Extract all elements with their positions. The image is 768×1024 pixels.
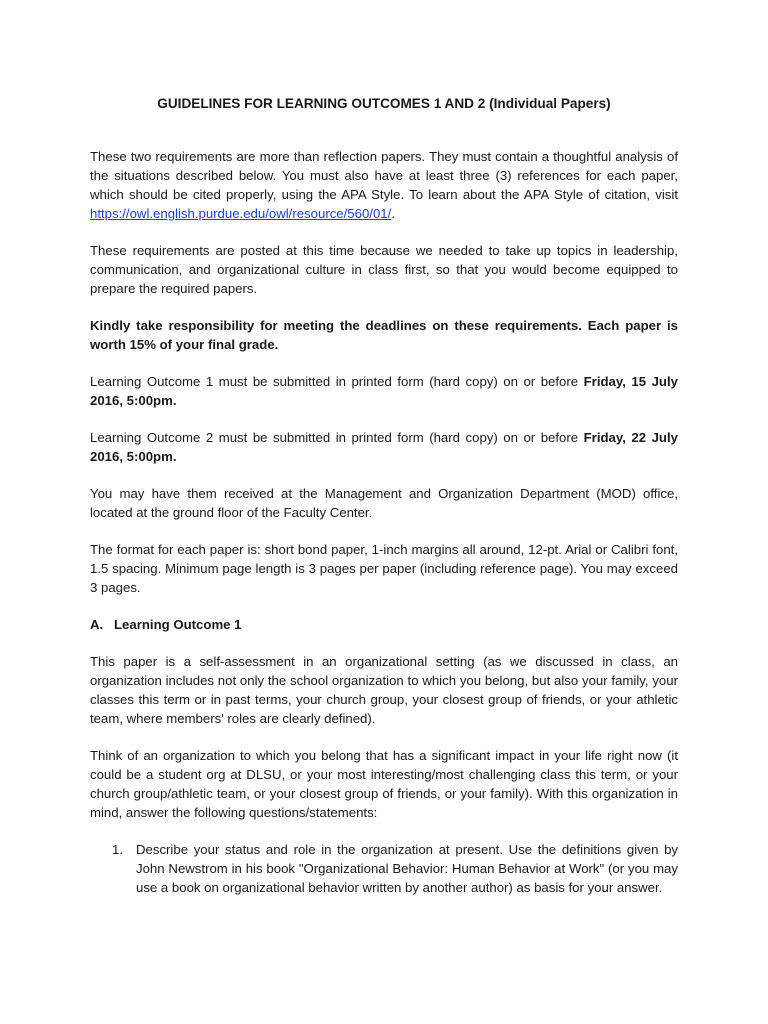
intro-text-end: . [391, 206, 395, 221]
document-page [90, 94, 678, 907]
lo1-submission-text: Learning Outcome 1 must be submitted in printed form (hard copy) on or before [90, 374, 584, 389]
lo2-deadline: Friday, 22 July 2016, 5:00pm. [90, 430, 678, 464]
question-text: Describe your status and role in the organization at present. Use the definitions given by John Newstrom in his book "Organizational Behavior: Human Behavior at Work" (or you may use a book on organizational behavior written by another author) as basis for your answer. [136, 842, 678, 895]
section-a-instruction: Think of an organization to which you belong that has a significant impact in your life right now (it could be a student org at DLSU, or your most interesting/most challenging class this term, or your church group/athletic team, or your closest group of friends, or your family). With this organization in mind, answer the following questions/statements: [90, 748, 678, 820]
lo1-submission-paragraph [90, 372, 678, 410]
lo2-submission-paragraph [90, 428, 678, 466]
deadline-notice: Kindly take responsibility for meeting the deadlines on these requirements. Each paper is worth 15% of your final grade. [90, 318, 678, 352]
section-a-title: Learning Outcome 1 [114, 617, 242, 632]
section-a-heading [90, 615, 678, 634]
posted-paragraph: These requirements are posted at this time because we needed to take up topics in leadership, communication, and organizational culture in class first, so that you would become equipped to prepare the required papers. [90, 243, 678, 296]
document-title: GUIDELINES FOR LEARNING OUTCOMES 1 AND 2 (Individual Papers) [157, 96, 611, 111]
receipt-paragraph: You may have them received at the Management and Organization Department (MOD) office, located at the ground floor of the Faculty Center. [90, 486, 678, 520]
intro-paragraph [90, 147, 678, 223]
lo2-submission-text: Learning Outcome 2 must be submitted in printed form (hard copy) on or before [90, 430, 584, 445]
intro-text: These two requirements are more than reflection papers. They must contain a thoughtful analysis of the situations described below. You must also have at least three (3) references for each paper, which should be cited properly, using the APA Style. To learn about the APA Style of citation, visit [90, 149, 678, 202]
question-number: 1. [112, 842, 123, 857]
section-a-description: This paper is a self-assessment in an organizational setting (as we discussed in class, an organization includes not only the school organization to which you belong, but also your family, your classes this term or in past terms, your church group, your closest group of friends, or your athletic team, where members' roles are clearly defined). [90, 654, 678, 726]
section-a-letter: A. [90, 617, 104, 632]
question-list [90, 840, 678, 897]
format-paragraph: The format for each paper is: short bond paper, 1-inch margins all around, 12-pt. Arial or Calibri font, 1.5 spacing. Minimum page length is 3 pages per paper (including reference page). You may exceed 3 pages. [90, 542, 678, 595]
list-item [90, 840, 678, 897]
lo1-deadline: Friday, 15 July 2016, 5:00pm. [90, 374, 678, 408]
apa-style-link[interactable]: https://owl.english.purdue.edu/owl/resource/560/01/ [90, 206, 392, 221]
